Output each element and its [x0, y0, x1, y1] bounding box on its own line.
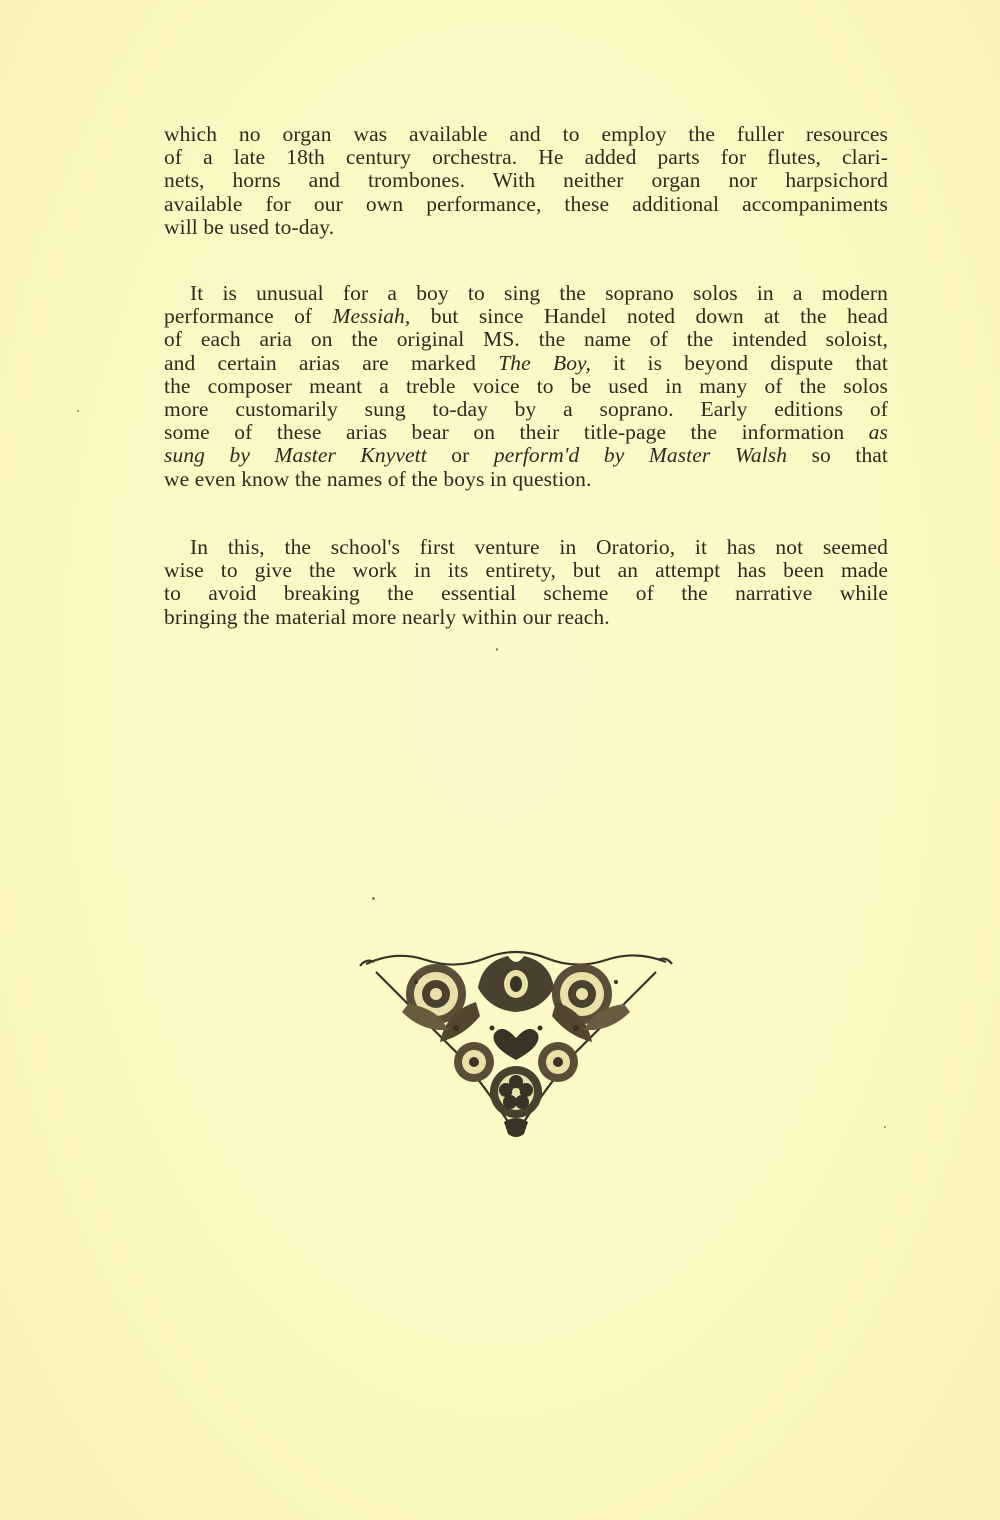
text-line [164, 421, 888, 444]
text-line: of a late 18th century orchestra. He added parts for flutes, clari- [164, 145, 888, 170]
text-line: will be used to-day. [164, 214, 335, 239]
text-run: so that [787, 443, 889, 468]
italic-as: as [868, 420, 888, 445]
text-line: It is unusual for a boy to sing the soprano solos in a modern [190, 281, 888, 305]
text-run: performance of [164, 304, 333, 329]
paragraph-2 [164, 282, 888, 491]
text-line [164, 305, 888, 328]
italic-the-boy: The Boy, [498, 350, 591, 375]
text-line: to avoid breaking the essential scheme of the narrative while [164, 581, 888, 606]
paragraph-1 [164, 123, 888, 239]
text-line: bringing the material more nearly within our reach. [164, 604, 610, 629]
paragraph-1-text [164, 123, 888, 239]
italic-master-walsh: perform'd by Master Walsh [493, 443, 788, 468]
text-line: nets, horns and trombones. With neither organ nor harpsichord [164, 168, 888, 193]
floral-tailpiece-ornament-icon [356, 942, 676, 1148]
text-run: or [426, 443, 494, 468]
work-title-messiah: Messiah, [332, 304, 411, 329]
paragraph-3 [164, 536, 888, 629]
italic-master-knyvett: sung by Master Knyvett [164, 443, 427, 468]
text-line [164, 352, 888, 375]
paper-speck [884, 1126, 886, 1128]
text-line: of each aria on the original MS. the name of the intended soloist, [164, 327, 888, 352]
paragraph-3-text [164, 536, 888, 629]
text-line [164, 444, 888, 467]
text-line: wise to give the work in its entirety, but an attempt has been made [164, 558, 888, 583]
text-line: more customarily sung to-day by a soprano. Early editions of [164, 397, 888, 422]
text-run: but since Handel noted down at the head [410, 304, 888, 329]
text-line: In this, the school's first venture in Oratorio, it has not seemed [190, 535, 888, 559]
text-line: which no organ was available and to employ the fuller resources [164, 122, 888, 146]
paper-speck [77, 410, 79, 412]
paper-speck [496, 648, 498, 651]
text-line: available for our own performance, these additional accompaniments [164, 191, 888, 216]
text-run: some of these arias bear on their title-page the information [164, 420, 869, 445]
text-run: and certain arias are marked [164, 350, 499, 375]
paper-speck [372, 897, 375, 900]
text-run: it is beyond dispute that [590, 350, 888, 375]
text-line: the composer meant a treble voice to be used in many of the solos [164, 373, 888, 398]
text-line: we even know the names of the boys in question. [164, 466, 592, 491]
paragraph-2-text [164, 282, 888, 491]
